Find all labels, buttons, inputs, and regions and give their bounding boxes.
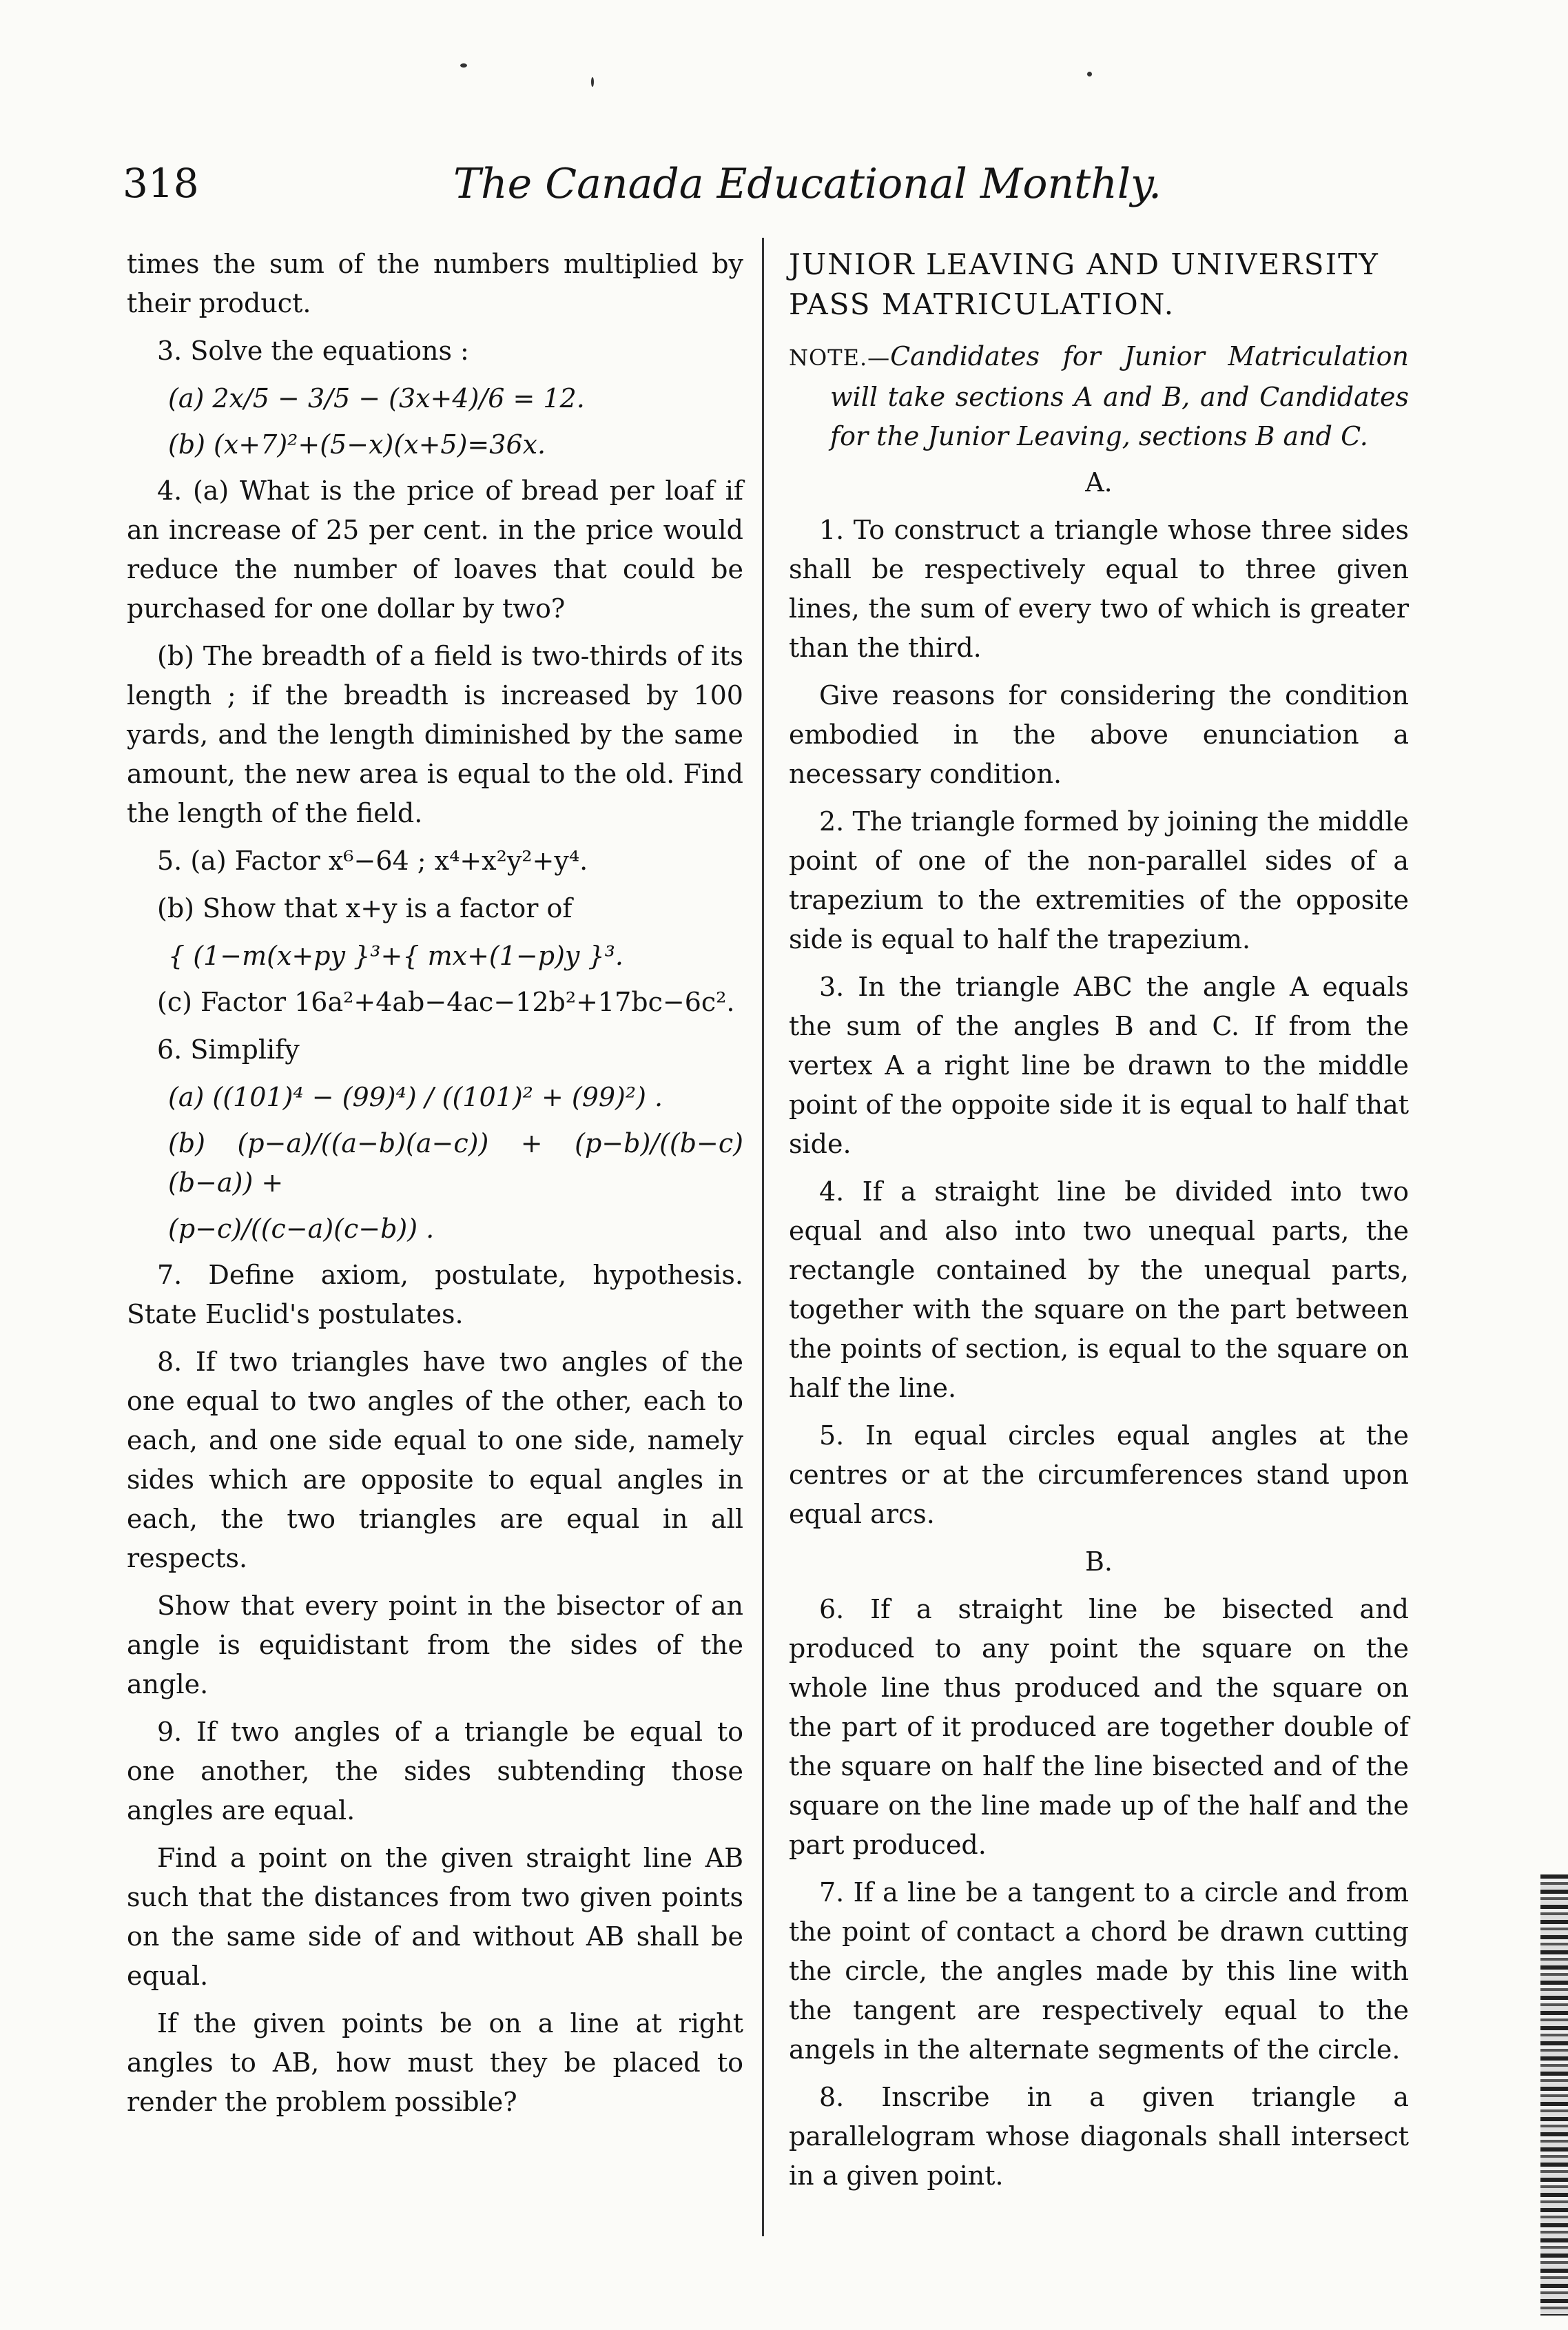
running-head — [123, 160, 1162, 222]
journal-title: The Canada Educational Monthly. — [453, 160, 1162, 208]
question-4a: 4. (a) What is the price of bread per loaf if an increase of 25 per cent. in the price would reduce the number of loaves that could be purchased for one dollar by two? — [127, 476, 743, 624]
note-label: NOTE.— — [789, 345, 891, 371]
left-column — [127, 245, 743, 2130]
question-r2: 2. The triangle formed by joining the middle point of one of the non-parallel sides of a trapezium to the extremities of the opposite side is equal to half the trapezium. — [789, 806, 1409, 954]
question-r7: 7. If a line be a tangent to a circle and from the point of contact a chord be drawn cutting the circle, the angles made by this line with the tangent are respectively equal to the angels in the alternate segments of the circle. — [789, 1877, 1409, 2065]
question-7: 7. Define axiom, postulate, hypothesis. State Euclid's postulates. — [127, 1260, 743, 1329]
continuation-text: times the sum of the numbers multiplied by their product. — [127, 249, 743, 318]
exam-heading: JUNIOR LEAVING AND UNIVERSITY PASS MATRICULATION. — [789, 247, 1379, 321]
question-9: 9. If two angles of a triangle be equal to one another, the sides subtending those angles are equal. — [127, 1717, 743, 1826]
question-r3: 3. In the triangle ABC the angle A equals the sum of the angles B and C. If from the vertex A a right line be drawn to the middle point of the oppoite side it is equal to half that side. — [789, 972, 1409, 1159]
question-6a: (a) ((101)⁴ − (99)⁴) / ((101)² + (99)²) . — [168, 1082, 663, 1112]
column-divider — [762, 238, 764, 2236]
question-3-stem: 3. Solve the equations : — [157, 336, 469, 366]
scan-edge-strip — [1540, 1874, 1568, 2316]
section-b-heading: B. — [1084, 1546, 1113, 1577]
question-r5: 5. In equal circles equal angles at the centres or at the circumferences stand upon equal arcs. — [789, 1420, 1409, 1529]
right-column — [789, 245, 1409, 2204]
page-number: 318 — [123, 160, 199, 207]
question-6b: (b) (p−a)/((a−b)(a−c)) + (p−b)/((b−c)(b−a)) + — [168, 1128, 743, 1198]
question-5a: 5. (a) Factor x⁶−64 ; x⁴+x²y²+y⁴. — [157, 846, 588, 876]
question-r1-rider: Give reasons for considering the condition embodied in the above enunciation a necessary condition. — [789, 680, 1409, 789]
question-r8: 8. Inscribe in a given triangle a parallelogram whose diagonals shall intersect in a given point. — [789, 2082, 1409, 2191]
scan-speck — [591, 77, 594, 87]
question-8-rider: Show that every point in the bisector of an angle is equidistant from the sides of the angle. — [127, 1591, 743, 1699]
question-r6: 6. If a straight line be bisected and produced to any point the square on the whole line thus produced and the square on the part of it produced are together double of the square on half the line bisected and of the square on the line made up of the half and the part produced. — [789, 1594, 1409, 1860]
question-9-rider-2: If the given points be on a line at right angles to AB, how must they be placed to render the problem possible? — [127, 2008, 743, 2117]
question-8: 8. If two triangles have two angles of the one equal to two angles of the other, each to each, and one side equal to one side, namely sides which are opposite to equal angles in each, the two triangles are equal in all respects. — [127, 1347, 743, 1573]
question-5b: (b) Show that x+y is a factor of — [157, 893, 572, 923]
question-6b-continued: (p−c)/((c−a)(c−b)) . — [168, 1214, 435, 1244]
question-r1: 1. To construct a triangle whose three sides shall be respectively equal to three given lines, the sum of every two of which is greater than the third. — [789, 515, 1409, 663]
section-a-heading: A. — [1085, 467, 1113, 498]
note-text: Candidates for Junior Matriculation will take sections A and B, and Candidates for the Junior Leaving, sections B and C. — [830, 341, 1409, 451]
question-9-rider-1: Find a point on the given straight line AB such that the distances from two given points on the same side of and without AB shall be equal. — [127, 1843, 743, 1991]
question-r4: 4. If a straight line be divided into two equal and also into two unequal parts, the rectangle contained by the unequal parts, together with the square on the part between the points of section, is equal to the square on half the line. — [789, 1176, 1409, 1403]
question-5c: (c) Factor 16a²+4ab−4ac−12b²+17bc−6c². — [157, 987, 735, 1017]
question-3b: (b) (x+7)²+(5−x)(x+5)=36x. — [168, 429, 546, 460]
candidate-note — [789, 337, 1409, 456]
question-6-stem: 6. Simplify — [157, 1034, 300, 1065]
scan-speck — [1087, 72, 1092, 76]
question-3a: (a) 2x/5 − 3/5 − (3x+4)/6 = 12. — [168, 383, 585, 413]
question-4b: (b) The breadth of a field is two-thirds of its length ; if the breadth is increased by 100 yards, and the length diminished by the same amount, the new area is equal to the old. Find the length of the field. — [127, 641, 743, 828]
scan-speck — [460, 63, 467, 68]
question-5b-expression: { (1−m(x+py }³+{ mx+(1−p)y }³. — [168, 941, 623, 971]
